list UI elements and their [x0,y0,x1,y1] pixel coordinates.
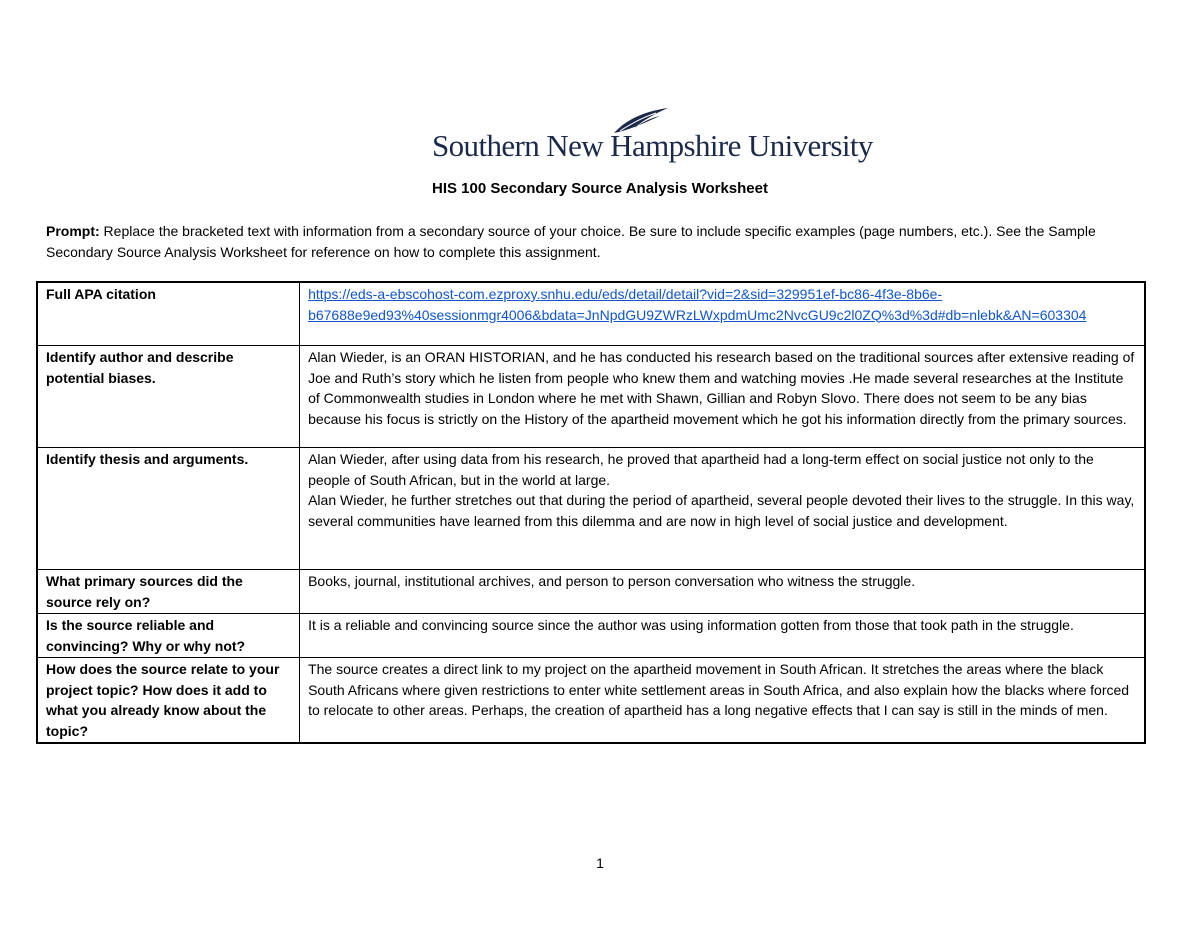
logo-wordmark: Southern New Hampshire University [432,128,873,163]
row-label: How does the source relate to your project topic? How does it add to what you already know about the topic? [37,658,300,744]
prompt-paragraph [46,221,1146,263]
row-content: Books, journal, institutional archives, and person to person conversation who witness the struggle. [300,570,1145,614]
row-label: Identify thesis and arguments. [37,448,300,570]
prompt-label: Prompt: [46,223,100,239]
table-row [37,658,1145,744]
thesis-paragraph-1: Alan Wieder, after using data from his research, he proved that apartheid had a long-term effect on social justice not only to the people of South African, but in the world at large. [308,451,1094,488]
table-row [37,282,1145,346]
table-row [37,346,1145,448]
table-row [37,570,1145,614]
analysis-table [36,281,1146,744]
row-content: Alan Wieder, is an ORAN HISTORIAN, and he has conducted his research based on the traditional sources after extensive reading of Joe and Ruth’s story which he listen from people who knew them and watching movies .He made several researches at the Institute of Commonwealth studies in London where he met with Shawn, Gillian and Robyn Slovo. There does not seem to be any bias because his focus is strictly on the History of the apartheid movement which he got his information directly from the primary sources. [300,346,1145,448]
thesis-cell [300,448,1145,570]
quill-icon [610,106,670,136]
university-logo [432,106,873,164]
citation-link[interactable] [308,286,1086,323]
prompt-text: Replace the bracketed text with information from a secondary source of your choice. Be sure to include specific examples (page numbers, etc.). See the Sample Secondary Source Analysis Worksheet for reference on how to complete this assignment. [46,223,1096,260]
row-label: Full APA citation [37,282,300,346]
row-label: What primary sources did the source rely on? [37,570,300,614]
row-label: Identify author and describe potential biases. [37,346,300,448]
citation-link-line-1: https://eds-a-ebscohost-com.ezproxy.snhu.edu/eds/detail/detail?vid=2&sid=329951ef-bc86-4f3e-8b6e- [308,286,943,302]
row-label: Is the source reliable and convincing? Why or why not? [37,614,300,658]
table-row [37,614,1145,658]
page-number: 1 [596,855,604,871]
worksheet-title: HIS 100 Secondary Source Analysis Worksheet [432,180,768,197]
thesis-paragraph-2: Alan Wieder, he further stretches out that during the period of apartheid, several people devoted their lives to the struggle. In this way, several communities have learned from this dilemma and are now in high level of social justice and development. [308,492,1135,529]
table-row [37,448,1145,570]
citation-link-line-2: b67688e9ed93%40sessionmgr4006&bdata=JnNpdGU9ZWRzLWxpdmUmc2NvcGU9c2l0ZQ%3d%3d#db=nlebk&AN=603304 [308,306,1087,323]
row-content: It is a reliable and convincing source since the author was using information gotten from those that took path in the struggle. [300,614,1145,658]
citation-cell [300,282,1145,346]
row-content: The source creates a direct link to my project on the apartheid movement in South African. It stretches the areas where the black South Africans where given restrictions to enter white settlement areas in South Africa, and also explain how the blacks where forced to relocate to other areas. Perhaps, the creation of apartheid has a long negative effects that I can say is still in the minds of men. [300,658,1145,744]
